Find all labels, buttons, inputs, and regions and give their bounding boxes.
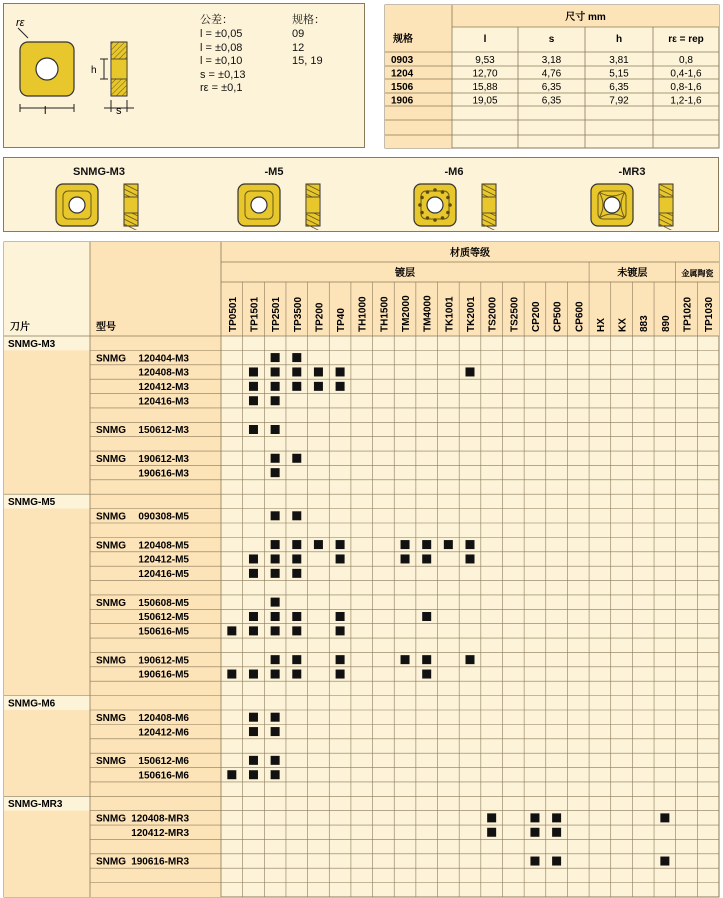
model-prefix: SNMG xyxy=(96,756,126,768)
grade-mark xyxy=(227,670,236,679)
size-spec-title: 规格： xyxy=(292,14,325,26)
grade-header: TP2501 xyxy=(271,296,283,332)
grade-header: 883 xyxy=(639,315,651,332)
dimension-value: 5,15 xyxy=(609,68,629,80)
dimension-value: 6,35 xyxy=(541,95,562,107)
dimension-value: 15,88 xyxy=(472,82,498,93)
model-suffix: 120408-M3 xyxy=(138,367,189,379)
tolerance-line: rε = ±0,1 xyxy=(200,82,243,94)
model-prefix: SNMG xyxy=(96,540,126,552)
dimension-spec: 0903 xyxy=(391,55,414,66)
grade-mark xyxy=(271,396,280,405)
grade-mark xyxy=(292,540,301,549)
grade-header: HX xyxy=(595,318,607,332)
grade-header: TH1500 xyxy=(379,296,391,332)
grade-mark xyxy=(552,828,561,837)
model-suffix: 150612-M5 xyxy=(138,612,189,624)
insert-image xyxy=(589,180,699,230)
grade-mark xyxy=(249,670,258,679)
grade-mark xyxy=(466,540,475,549)
grade-mark xyxy=(292,626,301,635)
grade-mark xyxy=(271,454,280,463)
grade-mark xyxy=(271,727,280,736)
grade-mark xyxy=(466,554,475,563)
grade-header: TP1020 xyxy=(682,296,694,332)
grade-mark xyxy=(292,382,301,391)
dimension-value: 0,8-1,6 xyxy=(670,82,702,93)
grade-mark xyxy=(336,670,345,679)
model-prefix: SNMG xyxy=(96,597,126,609)
model-suffix: 090308-M5 xyxy=(138,511,189,523)
grade-mark xyxy=(530,828,539,837)
model-suffix: 190616-M3 xyxy=(138,468,189,480)
model-suffix: 150616-M6 xyxy=(138,770,189,782)
grade-mark xyxy=(336,367,345,376)
dimension-value: 6,35 xyxy=(541,82,562,93)
grade-mark xyxy=(249,382,258,391)
grade-mark xyxy=(422,554,431,563)
tolerance-line: l = ±0,08 xyxy=(200,41,243,54)
model-prefix: SNMG xyxy=(96,655,126,667)
model-suffix: 190612-M5 xyxy=(138,655,189,667)
grade-header: TP1030 xyxy=(704,296,716,332)
spec-label: 规格 xyxy=(393,34,413,45)
dimension-value: 12,70 xyxy=(472,68,498,80)
model-prefix: SNMG xyxy=(96,856,126,868)
grade-header: CP600 xyxy=(574,301,586,332)
grade-mark xyxy=(422,670,431,679)
grade-header: TP40 xyxy=(336,308,348,332)
material-header: 材质等级 xyxy=(450,248,490,259)
tolerance-title: 公差： xyxy=(200,14,233,26)
size-spec-line: 09 xyxy=(292,28,305,40)
insert-dimension-diagram xyxy=(4,4,184,144)
grade-mark xyxy=(249,770,258,779)
grade-mark xyxy=(271,540,280,549)
grade-mark xyxy=(271,367,280,376)
model-prefix: SNMG xyxy=(96,712,126,724)
grade-mark xyxy=(466,367,475,376)
grade-mark xyxy=(336,554,345,563)
grade-mark xyxy=(530,857,539,866)
model-suffix: 120408-M6 xyxy=(138,712,189,724)
grade-mark xyxy=(314,382,323,391)
grade-mark xyxy=(530,813,539,822)
grade-header: CP500 xyxy=(552,301,564,332)
dimension-spec: 1906 xyxy=(391,95,414,107)
grade-header: TM2000 xyxy=(401,295,413,332)
insert-group-label: SNMG-M6 xyxy=(8,698,56,710)
grade-mark xyxy=(249,425,258,434)
grade-mark xyxy=(271,554,280,563)
grade-mark xyxy=(336,540,345,549)
grade-mark xyxy=(271,626,280,635)
uncoated-header: 未镀层 xyxy=(617,268,648,279)
grade-header: TH1000 xyxy=(357,296,369,332)
svg-text:s: s xyxy=(116,105,122,117)
model-prefix: SNMG xyxy=(96,511,126,523)
grade-mark xyxy=(422,540,431,549)
grade-mark xyxy=(422,612,431,621)
dimension-value: 7,92 xyxy=(609,95,629,107)
insert-column-header: 刀片 xyxy=(10,322,30,333)
insert-image xyxy=(54,180,164,230)
grade-mark xyxy=(292,353,301,362)
model-suffix: 120412-M3 xyxy=(138,382,189,394)
grade-mark xyxy=(249,713,258,722)
grades-table xyxy=(3,241,720,898)
grade-mark xyxy=(336,655,345,664)
grade-mark xyxy=(487,828,496,837)
grade-mark xyxy=(292,454,301,463)
svg-text:h: h xyxy=(91,65,97,76)
model-suffix: 120404-M3 xyxy=(138,353,189,365)
grade-mark xyxy=(336,626,345,635)
insert-type-label: -M5 xyxy=(264,166,284,178)
insert-group-label: SNMG-M3 xyxy=(8,338,56,350)
model-suffix: 120408-M5 xyxy=(138,540,189,552)
dimension-header: rε = rep xyxy=(668,34,704,45)
model-prefix: SNMG xyxy=(96,453,126,465)
model-prefix: SNMG xyxy=(96,813,126,825)
grade-mark xyxy=(422,655,431,664)
insert-type-label: -M6 xyxy=(444,166,464,178)
grade-mark xyxy=(271,598,280,607)
grade-header: TP0501 xyxy=(227,296,239,332)
grade-header: 890 xyxy=(660,315,672,332)
model-suffix: 120408-MR3 xyxy=(131,813,189,825)
dimension-value: 19,05 xyxy=(472,95,498,107)
dimension-value: 1,2-1,6 xyxy=(670,95,702,107)
grade-header: TS2500 xyxy=(509,296,521,332)
insert-types-panel xyxy=(3,157,719,232)
grade-header: TP200 xyxy=(314,302,326,332)
model-prefix: SNMG xyxy=(96,425,126,437)
dimension-value: 0,8 xyxy=(679,55,693,66)
dimension-value: 6,35 xyxy=(609,82,629,93)
model-suffix: 150612-M6 xyxy=(138,756,189,768)
grade-mark xyxy=(271,655,280,664)
grade-mark xyxy=(336,612,345,621)
svg-text:l: l xyxy=(44,105,47,117)
dimension-spec: 1506 xyxy=(391,82,414,93)
grade-mark xyxy=(292,554,301,563)
grade-header: TM4000 xyxy=(422,295,434,332)
dimension-value: 0,4-1,6 xyxy=(670,68,702,80)
grade-mark xyxy=(271,511,280,520)
grade-mark xyxy=(271,468,280,477)
grade-mark xyxy=(314,367,323,376)
model-suffix: 120412-MR3 xyxy=(131,827,189,839)
grade-mark xyxy=(227,626,236,635)
grade-mark xyxy=(271,670,280,679)
grade-mark xyxy=(271,425,280,434)
dimension-value: 3,81 xyxy=(609,55,629,66)
grade-mark xyxy=(336,382,345,391)
tolerance-line: l = ±0,05 xyxy=(200,28,243,40)
model-suffix: 120412-M5 xyxy=(138,554,189,566)
grade-mark xyxy=(401,540,410,549)
insert-image xyxy=(412,180,522,230)
insert-type-label: -MR3 xyxy=(618,166,646,178)
grade-mark xyxy=(292,367,301,376)
dimension-header: h xyxy=(615,34,623,45)
grade-mark xyxy=(466,655,475,664)
grade-mark xyxy=(271,756,280,765)
svg-text:rε: rε xyxy=(16,17,25,29)
grade-mark xyxy=(292,670,301,679)
insert-type-label: SNMG-M3 xyxy=(73,166,125,178)
grade-header: TK1001 xyxy=(444,296,456,332)
dimensions-title: 尺寸 mm xyxy=(565,12,606,23)
grade-mark xyxy=(271,713,280,722)
grade-mark xyxy=(249,612,258,621)
grade-mark xyxy=(227,770,236,779)
model-suffix: 190612-M3 xyxy=(138,453,189,465)
size-spec-line: 12 xyxy=(292,41,305,54)
grade-mark xyxy=(444,540,453,549)
grade-header: KX xyxy=(617,318,629,332)
grade-mark xyxy=(292,511,301,520)
dimension-value: 4,76 xyxy=(541,68,562,80)
grade-mark xyxy=(552,857,561,866)
tolerance-line: s = ±0,13 xyxy=(200,68,246,81)
dimensions-table xyxy=(384,4,720,149)
dimension-spec: 1204 xyxy=(391,68,414,80)
dimension-header: l xyxy=(483,34,487,45)
model-suffix: 190616-MR3 xyxy=(131,856,189,868)
grade-mark xyxy=(314,540,323,549)
grade-mark xyxy=(292,655,301,664)
model-prefix: SNMG xyxy=(96,353,126,365)
model-suffix: 120416-M5 xyxy=(138,569,189,581)
model-suffix: 150608-M5 xyxy=(138,597,189,609)
grade-mark xyxy=(401,655,410,664)
grade-mark xyxy=(660,813,669,822)
dimension-value: 9,53 xyxy=(475,55,495,66)
grade-mark xyxy=(271,353,280,362)
cermet-header: 金属陶瓷 xyxy=(681,269,714,278)
model-column-header: 型号 xyxy=(96,322,116,333)
size-spec-line: 15, 19 xyxy=(292,55,323,67)
grade-mark xyxy=(249,626,258,635)
model-suffix: 120416-M3 xyxy=(138,396,189,408)
tolerance-line: l = ±0,10 xyxy=(200,55,243,67)
model-suffix: 120412-M6 xyxy=(138,727,189,739)
insert-group-label: SNMG-M5 xyxy=(8,497,56,509)
grade-mark xyxy=(401,554,410,563)
grade-mark xyxy=(249,396,258,405)
insert-group-label: SNMG-MR3 xyxy=(8,799,63,811)
grade-mark xyxy=(249,554,258,563)
grade-mark xyxy=(249,756,258,765)
model-suffix: 190616-M5 xyxy=(138,669,189,681)
grade-mark xyxy=(271,770,280,779)
grade-header: TK2001 xyxy=(466,296,477,332)
grade-mark xyxy=(271,612,280,621)
dimension-value: 3,18 xyxy=(541,55,562,66)
model-suffix: 150616-M5 xyxy=(138,626,189,638)
grade-mark xyxy=(249,569,258,578)
grade-mark xyxy=(249,367,258,376)
grade-mark xyxy=(552,813,561,822)
grade-header: TP1501 xyxy=(249,296,261,332)
grade-mark xyxy=(271,382,280,391)
tolerance-panel xyxy=(3,3,365,148)
grade-header: TP3500 xyxy=(292,296,304,332)
coated-header: 镀层 xyxy=(395,268,416,279)
grade-mark xyxy=(271,569,280,578)
grade-mark xyxy=(292,612,301,621)
dimension-header: s xyxy=(548,34,555,45)
grade-mark xyxy=(292,569,301,578)
model-suffix: 150612-M3 xyxy=(138,425,189,437)
grade-header: CP200 xyxy=(530,301,542,332)
grade-mark xyxy=(487,813,496,822)
grade-mark xyxy=(249,727,258,736)
grade-header: TS2000 xyxy=(487,296,499,332)
insert-image xyxy=(236,180,346,230)
grade-mark xyxy=(660,857,669,866)
